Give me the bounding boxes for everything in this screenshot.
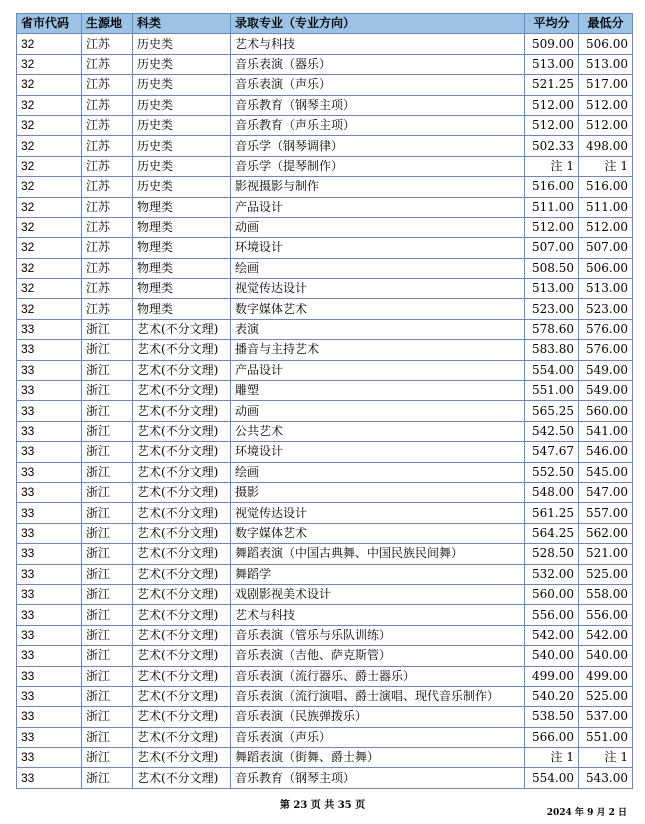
cell-province-code: 33 [17,503,82,523]
cell-minimum-score: 537.00 [579,707,633,727]
table-row [17,707,633,727]
cell-minimum-score: 525.00 [579,564,633,584]
cell-average-score: 554.00 [525,360,579,380]
cell-province-code: 32 [17,115,82,135]
cell-province-code: 33 [17,360,82,380]
table-row [17,136,633,156]
table-row [17,727,633,747]
cell-category: 艺术(不分文理) [133,544,231,564]
table-row [17,768,633,788]
cell-minimum-score: 517.00 [579,75,633,95]
header-minimum-score: 最低分 [579,14,633,34]
table-row [17,34,633,54]
cell-major: 艺术与科技 [231,34,525,54]
cell-origin: 浙江 [82,544,133,564]
cell-origin: 浙江 [82,707,133,727]
table-row [17,299,633,319]
cell-major: 音乐表演（声乐） [231,75,525,95]
table-row [17,401,633,421]
cell-province-code: 32 [17,217,82,237]
cell-province-code: 32 [17,258,82,278]
cell-province-code: 33 [17,482,82,502]
cell-minimum-score: 512.00 [579,217,633,237]
table-row [17,75,633,95]
cell-category: 艺术(不分文理) [133,462,231,482]
cell-category: 物理类 [133,299,231,319]
cell-category: 历史类 [133,115,231,135]
table-row [17,666,633,686]
cell-origin: 江苏 [82,238,133,258]
cell-major: 动画 [231,401,525,421]
cell-major: 音乐表演（民族弹拨乐） [231,707,525,727]
cell-minimum-score: 576.00 [579,340,633,360]
cell-average-score: 532.00 [525,564,579,584]
cell-average-score: 注 1 [525,156,579,176]
cell-average-score: 542.00 [525,625,579,645]
table-row [17,54,633,74]
cell-category: 艺术(不分文理) [133,584,231,604]
cell-origin: 浙江 [82,646,133,666]
cell-minimum-score: 516.00 [579,177,633,197]
cell-minimum-score: 注 1 [579,748,633,768]
cell-category: 艺术(不分文理) [133,564,231,584]
cell-major: 影视摄影与制作 [231,177,525,197]
cell-average-score: 566.00 [525,727,579,747]
cell-province-code: 32 [17,34,82,54]
cell-major: 绘画 [231,258,525,278]
cell-province-code: 32 [17,177,82,197]
cell-province-code: 33 [17,401,82,421]
table-row [17,462,633,482]
cell-minimum-score: 注 1 [579,156,633,176]
cell-average-score: 547.67 [525,442,579,462]
cell-category: 艺术(不分文理) [133,482,231,502]
cell-province-code: 32 [17,238,82,258]
cell-category: 艺术(不分文理) [133,768,231,788]
cell-origin: 浙江 [82,564,133,584]
cell-origin: 浙江 [82,748,133,768]
cell-minimum-score: 562.00 [579,523,633,543]
cell-minimum-score: 523.00 [579,299,633,319]
cell-major: 视觉传达设计 [231,503,525,523]
cell-minimum-score: 545.00 [579,462,633,482]
cell-minimum-score: 525.00 [579,686,633,706]
cell-major: 表演 [231,319,525,339]
header-province-code: 省市代码 [17,14,82,34]
cell-origin: 江苏 [82,177,133,197]
cell-minimum-score: 506.00 [579,34,633,54]
cell-category: 艺术(不分文理) [133,625,231,645]
cell-origin: 浙江 [82,666,133,686]
cell-origin: 江苏 [82,217,133,237]
cell-category: 物理类 [133,279,231,299]
header-category: 科类 [133,14,231,34]
cell-category: 物理类 [133,217,231,237]
cell-major: 音乐表演（器乐） [231,54,525,74]
cell-category: 历史类 [133,156,231,176]
cell-province-code: 33 [17,707,82,727]
cell-average-score: 508.50 [525,258,579,278]
cell-major: 音乐表演（声乐） [231,727,525,747]
cell-origin: 江苏 [82,54,133,74]
cell-province-code: 33 [17,625,82,645]
cell-major: 音乐表演（吉他、萨克斯管） [231,646,525,666]
cell-province-code: 32 [17,197,82,217]
cell-minimum-score: 521.00 [579,544,633,564]
cell-average-score: 540.20 [525,686,579,706]
cell-minimum-score: 499.00 [579,666,633,686]
cell-province-code: 33 [17,646,82,666]
cell-minimum-score: 540.00 [579,646,633,666]
cell-minimum-score: 549.00 [579,381,633,401]
cell-category: 艺术(不分文理) [133,646,231,666]
cell-major: 舞蹈表演（中国古典舞、中国民族民间舞） [231,544,525,564]
cell-average-score: 556.00 [525,605,579,625]
cell-origin: 浙江 [82,625,133,645]
cell-major: 音乐学（钢琴调律） [231,136,525,156]
cell-category: 艺术(不分文理) [133,360,231,380]
cell-minimum-score: 549.00 [579,360,633,380]
cell-minimum-score: 511.00 [579,197,633,217]
table-row [17,177,633,197]
table-row [17,523,633,543]
cell-average-score: 554.00 [525,768,579,788]
table-row [17,584,633,604]
cell-origin: 浙江 [82,768,133,788]
cell-origin: 江苏 [82,279,133,299]
table-row [17,319,633,339]
table-row [17,544,633,564]
footer-date: 2024 年 9 月 2 日 [546,808,627,818]
cell-category: 艺术(不分文理) [133,727,231,747]
cell-origin: 浙江 [82,727,133,747]
table-header [17,14,633,34]
cell-average-score: 551.00 [525,381,579,401]
header-major: 录取专业（专业方向） [231,14,525,34]
cell-origin: 浙江 [82,319,133,339]
cell-category: 物理类 [133,197,231,217]
cell-province-code: 33 [17,442,82,462]
cell-average-score: 538.50 [525,707,579,727]
table-row [17,279,633,299]
cell-category: 艺术(不分文理) [133,442,231,462]
cell-category: 历史类 [133,75,231,95]
cell-major: 音乐教育（钢琴主项） [231,768,525,788]
table-row [17,605,633,625]
cell-category: 艺术(不分文理) [133,401,231,421]
cell-minimum-score: 556.00 [579,605,633,625]
cell-minimum-score: 513.00 [579,54,633,74]
cell-major: 视觉传达设计 [231,279,525,299]
cell-average-score: 499.00 [525,666,579,686]
cell-average-score: 564.25 [525,523,579,543]
cell-category: 历史类 [133,136,231,156]
cell-minimum-score: 558.00 [579,584,633,604]
cell-minimum-score: 512.00 [579,115,633,135]
cell-major: 音乐表演（管乐与乐队训练） [231,625,525,645]
header-average-score: 平均分 [525,14,579,34]
cell-average-score: 540.00 [525,646,579,666]
table-row [17,360,633,380]
table-row [17,686,633,706]
cell-major: 艺术与科技 [231,605,525,625]
cell-minimum-score: 547.00 [579,482,633,502]
cell-minimum-score: 546.00 [579,442,633,462]
cell-province-code: 33 [17,544,82,564]
cell-average-score: 512.00 [525,217,579,237]
cell-province-code: 33 [17,523,82,543]
cell-minimum-score: 513.00 [579,279,633,299]
cell-province-code: 33 [17,564,82,584]
cell-major: 戏剧影视美术设计 [231,584,525,604]
cell-category: 艺术(不分文理) [133,503,231,523]
cell-category: 艺术(不分文理) [133,523,231,543]
table-row [17,95,633,115]
table-row [17,748,633,768]
cell-category: 物理类 [133,238,231,258]
cell-average-score: 513.00 [525,279,579,299]
cell-province-code: 33 [17,381,82,401]
table-row [17,625,633,645]
cell-minimum-score: 512.00 [579,95,633,115]
cell-category: 艺术(不分文理) [133,381,231,401]
table-row [17,258,633,278]
table-row [17,646,633,666]
cell-major: 音乐表演（流行器乐、爵士器乐） [231,666,525,686]
cell-province-code: 32 [17,156,82,176]
cell-average-score: 548.00 [525,482,579,502]
cell-province-code: 33 [17,421,82,441]
cell-average-score: 502.33 [525,136,579,156]
cell-major: 动画 [231,217,525,237]
cell-category: 艺术(不分文理) [133,319,231,339]
table-row [17,421,633,441]
cell-average-score: 507.00 [525,238,579,258]
cell-category: 历史类 [133,95,231,115]
cell-category: 历史类 [133,54,231,74]
cell-minimum-score: 498.00 [579,136,633,156]
cell-origin: 江苏 [82,115,133,135]
table-row [17,564,633,584]
cell-category: 艺术(不分文理) [133,748,231,768]
cell-minimum-score: 507.00 [579,238,633,258]
cell-average-score: 512.00 [525,115,579,135]
cell-minimum-score: 541.00 [579,421,633,441]
cell-average-score: 583.80 [525,340,579,360]
cell-province-code: 32 [17,54,82,74]
admissions-table [16,13,633,789]
cell-average-score: 565.25 [525,401,579,421]
cell-average-score: 552.50 [525,462,579,482]
cell-province-code: 32 [17,279,82,299]
cell-category: 物理类 [133,258,231,278]
cell-major: 环境设计 [231,442,525,462]
cell-average-score: 521.25 [525,75,579,95]
cell-category: 历史类 [133,177,231,197]
cell-average-score: 511.00 [525,197,579,217]
cell-origin: 浙江 [82,421,133,441]
cell-average-score: 509.00 [525,34,579,54]
cell-minimum-score: 506.00 [579,258,633,278]
cell-average-score: 561.25 [525,503,579,523]
cell-origin: 浙江 [82,462,133,482]
cell-average-score: 542.50 [525,421,579,441]
table-row [17,197,633,217]
cell-category: 艺术(不分文理) [133,686,231,706]
cell-category: 艺术(不分文理) [133,605,231,625]
table-row [17,482,633,502]
cell-province-code: 33 [17,768,82,788]
cell-major: 播音与主持艺术 [231,340,525,360]
cell-average-score: 523.00 [525,299,579,319]
cell-origin: 江苏 [82,136,133,156]
cell-origin: 江苏 [82,75,133,95]
cell-major: 数字媒体艺术 [231,523,525,543]
cell-origin: 江苏 [82,34,133,54]
cell-origin: 江苏 [82,258,133,278]
cell-province-code: 32 [17,299,82,319]
cell-origin: 浙江 [82,605,133,625]
cell-origin: 江苏 [82,197,133,217]
table-row [17,381,633,401]
cell-major: 音乐教育（声乐主项） [231,115,525,135]
cell-major: 舞蹈表演（街舞、爵士舞） [231,748,525,768]
cell-origin: 浙江 [82,523,133,543]
table-row [17,156,633,176]
cell-origin: 浙江 [82,482,133,502]
cell-province-code: 33 [17,748,82,768]
cell-origin: 浙江 [82,381,133,401]
cell-average-score: 注 1 [525,748,579,768]
cell-major: 音乐表演（流行演唱、爵士演唱、现代音乐制作） [231,686,525,706]
table-row [17,442,633,462]
cell-origin: 江苏 [82,156,133,176]
cell-minimum-score: 542.00 [579,625,633,645]
cell-major: 绘画 [231,462,525,482]
table-row [17,217,633,237]
cell-origin: 江苏 [82,299,133,319]
table-body [17,34,633,788]
cell-major: 雕塑 [231,381,525,401]
cell-province-code: 32 [17,95,82,115]
cell-province-code: 32 [17,136,82,156]
cell-minimum-score: 557.00 [579,503,633,523]
cell-category: 历史类 [133,34,231,54]
cell-origin: 江苏 [82,95,133,115]
cell-category: 艺术(不分文理) [133,421,231,441]
cell-province-code: 33 [17,666,82,686]
cell-minimum-score: 576.00 [579,319,633,339]
cell-major: 环境设计 [231,238,525,258]
cell-province-code: 33 [17,727,82,747]
cell-major: 产品设计 [231,360,525,380]
cell-average-score: 516.00 [525,177,579,197]
cell-average-score: 560.00 [525,584,579,604]
cell-province-code: 33 [17,462,82,482]
cell-category: 艺术(不分文理) [133,340,231,360]
cell-origin: 浙江 [82,584,133,604]
page-number: 第 23 页 共 35 页 [279,800,366,811]
cell-average-score: 528.50 [525,544,579,564]
cell-origin: 浙江 [82,442,133,462]
cell-average-score: 513.00 [525,54,579,74]
cell-average-score: 578.60 [525,319,579,339]
cell-category: 艺术(不分文理) [133,707,231,727]
cell-minimum-score: 543.00 [579,768,633,788]
cell-origin: 浙江 [82,401,133,421]
cell-category: 艺术(不分文理) [133,666,231,686]
cell-province-code: 33 [17,319,82,339]
cell-average-score: 512.00 [525,95,579,115]
cell-province-code: 33 [17,686,82,706]
header-row [17,14,633,34]
cell-major: 音乐学（提琴制作） [231,156,525,176]
cell-minimum-score: 551.00 [579,727,633,747]
cell-major: 公共艺术 [231,421,525,441]
cell-province-code: 32 [17,75,82,95]
cell-province-code: 33 [17,605,82,625]
cell-province-code: 33 [17,584,82,604]
header-origin: 生源地 [82,14,133,34]
cell-origin: 浙江 [82,503,133,523]
table-row [17,503,633,523]
cell-major: 舞蹈学 [231,564,525,584]
cell-major: 音乐教育（钢琴主项） [231,95,525,115]
cell-province-code: 33 [17,340,82,360]
cell-minimum-score: 560.00 [579,401,633,421]
table-row [17,340,633,360]
cell-major: 数字媒体艺术 [231,299,525,319]
table-row [17,115,633,135]
cell-origin: 浙江 [82,340,133,360]
cell-major: 摄影 [231,482,525,502]
cell-origin: 浙江 [82,360,133,380]
table-row [17,238,633,258]
cell-origin: 浙江 [82,686,133,706]
cell-major: 产品设计 [231,197,525,217]
